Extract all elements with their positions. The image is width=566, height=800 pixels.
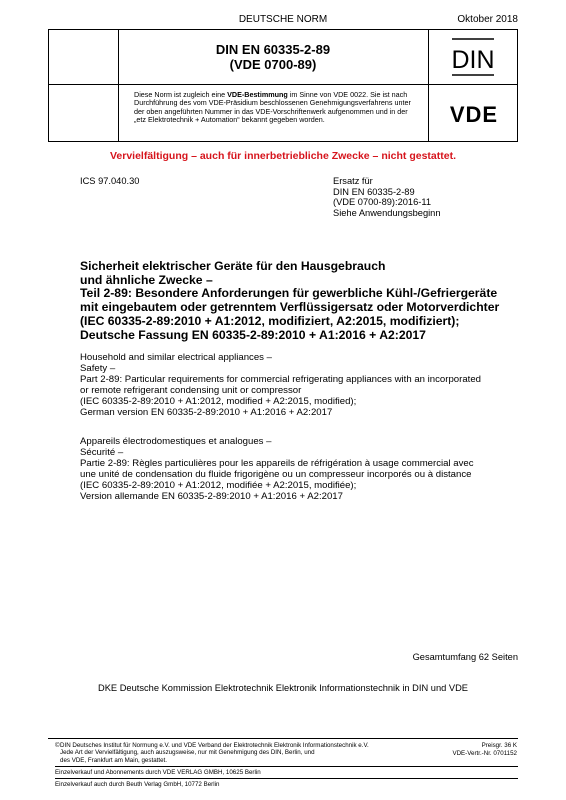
- standard-number: [118, 42, 428, 72]
- replacement-info: [333, 176, 441, 218]
- note-line: der oben angeführten Nummer in das VDE-Vorschriftenwerk aufgenommen und in der: [134, 106, 408, 116]
- title-line: or remote refrigerant condensing unit or compressor: [80, 385, 302, 396]
- title-line: Partie 2-89: Règles particulières pour les appareils de réfrigération à usage commercial avec: [80, 458, 474, 469]
- issue-date: Oktober 2018: [457, 14, 518, 25]
- title-line: Safety –: [80, 363, 116, 374]
- footer-divider: [48, 738, 518, 739]
- vde-note: [134, 91, 434, 125]
- title-line: (IEC 60335-2-89:2010 + A1:2012, modifiée + A2:2015, modifiée);: [80, 480, 357, 491]
- title-english: [80, 352, 540, 418]
- replacement-line: Ersatz für: [333, 176, 373, 186]
- replacement-line: Siehe Anwendungsbeginn: [333, 207, 441, 218]
- footer-divider: [55, 766, 518, 767]
- din-logo-graphic: [452, 38, 494, 76]
- copyright-symbol: ©: [55, 742, 60, 749]
- copyright-line: DIN Deutsches Institut für Normung e.V. und VDE Verband der Elektrotechnik Elektronik Informationstechnik e.V.: [60, 742, 369, 749]
- replacement-line: (VDE 0700-89):2016-11: [333, 197, 432, 208]
- note-emphasis: VDE-Bestimmung: [227, 90, 288, 99]
- title-line: und ähnliche Zwecke –: [80, 272, 213, 287]
- title-line: une unité de condensation du fluide frigorigène ou un compresseur incorporés ou à distance: [80, 469, 472, 480]
- dke-line: DKE Deutsche Kommission Elektrotechnik Elektronik Informationstechnik in DIN und VDE: [98, 683, 468, 693]
- title-line: Part 2-89: Particular requirements for commercial refrigerating appliances with an incorporated: [80, 374, 481, 385]
- title-french: [80, 436, 540, 502]
- vde-logo-graphic: [440, 101, 508, 127]
- vde-number: (VDE 0700-89): [229, 57, 317, 72]
- title-line: Household and similar electrical appliances –: [80, 352, 272, 363]
- copyright-notice: [60, 742, 420, 764]
- title-line: mit eingebautem oder getrenntem Verflüssigersatz oder Motorverdichter: [80, 300, 500, 315]
- din-logo-text: DIN: [452, 46, 494, 74]
- title-line: Sicherheit elektrischer Geräte für den Hausgebrauch: [80, 259, 386, 273]
- reproduction-warning: Vervielfältigung – auch für innerbetriebliche Zwecke – nicht gestattet.: [109, 150, 456, 162]
- title-german: [80, 260, 540, 342]
- ics-code: ICS 97.040.30: [80, 176, 140, 186]
- title-line: (IEC 60335-2-89:2010 + A1:2012, modifiziert, A2:2015, modifiziert);: [80, 313, 460, 328]
- note-line: Diese Norm ist zugleich eine VDE-Bestimmung im Sinne von VDE 0022. Sie ist nach: [134, 90, 408, 99]
- copyright-line: des VDE, Frankfurt am Main, gestattet.: [60, 756, 167, 764]
- title-line: Teil 2-89: Besondere Anforderungen für gewerbliche Kühl-/Gefriergeräte: [80, 286, 498, 301]
- note-line: „etz Elektrotechnik + Automation“ bekannt gegeben worden.: [134, 115, 325, 125]
- title-line: Sécurité –: [80, 447, 124, 458]
- sales-info-beuth: Einzelverkauf auch durch Beuth Verlag GmbH, 10772 Berlin: [55, 781, 220, 788]
- sales-info-vde: Einzelverkauf und Abonnements durch VDE VERLAG GMBH, 10625 Berlin: [55, 769, 261, 776]
- price-group: Preisgr. 36 K: [481, 742, 517, 749]
- total-pages: Gesamtumfang 62 Seiten: [412, 652, 518, 662]
- vde-logo-text: VDE: [449, 102, 499, 127]
- din-number: DIN EN 60335-2-89: [215, 42, 331, 57]
- title-line: (IEC 60335-2-89:2010 + A1:2012, modified + A2:2015, modified);: [80, 396, 357, 407]
- norm-type: DEUTSCHE NORM: [238, 14, 328, 25]
- title-line: Version allemande EN 60335-2-89:2010 + A1:2016 + A2:2017: [80, 491, 343, 502]
- title-line: German version EN 60335-2-89:2010 + A1:2016 + A2:2017: [80, 407, 333, 418]
- price-info: [452, 742, 517, 759]
- copyright-line: Jede Art der Vervielfältigung, auch auszugsweise, nur mit Genehmigung des DIN, Berlin, und: [60, 749, 315, 757]
- replacement-line: DIN EN 60335-2-89: [333, 186, 415, 197]
- title-line: Deutsche Fassung EN 60335-2-89:2010 + A1:2016 + A2:2017: [80, 327, 426, 342]
- vde-logo: [440, 101, 508, 127]
- footer-divider: [55, 778, 518, 779]
- frame-divider: [428, 29, 429, 142]
- note-line: Durchführung des vom VDE-Präsidium beschlossenen Genehmigungsverfahrens unter: [134, 98, 411, 108]
- title-line: Appareils électrodomestiques et analogues –: [80, 436, 272, 447]
- din-logo: [452, 38, 494, 76]
- order-number: VDE-Vertr.-Nr. 0701152: [452, 750, 517, 758]
